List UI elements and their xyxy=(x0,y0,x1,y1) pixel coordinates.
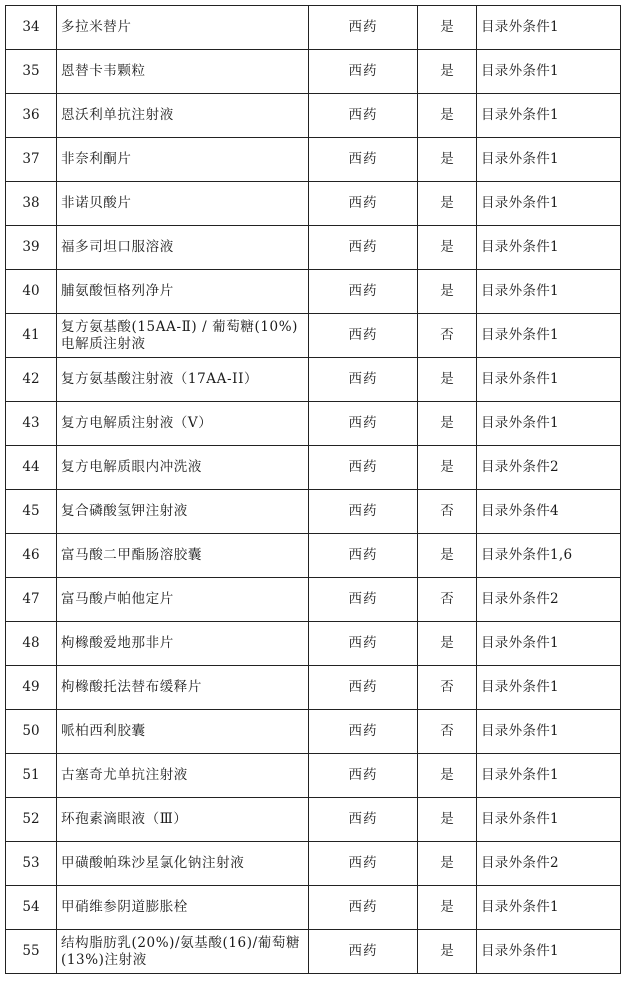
drug-type: 西药 xyxy=(309,94,418,138)
table-row xyxy=(6,710,621,754)
condition-value: 目录外条件1 xyxy=(477,402,621,446)
condition-value: 目录外条件1 xyxy=(477,50,621,94)
flag-value: 否 xyxy=(418,666,477,710)
table-row xyxy=(6,446,621,490)
row-number: 49 xyxy=(6,666,57,710)
condition-value: 目录外条件1 xyxy=(477,270,621,314)
condition-value: 目录外条件1 xyxy=(477,6,621,50)
table-row xyxy=(6,534,621,578)
flag-value: 是 xyxy=(418,798,477,842)
drug-type: 西药 xyxy=(309,578,418,622)
flag-value: 是 xyxy=(418,534,477,578)
table-row xyxy=(6,270,621,314)
condition-value: 目录外条件2 xyxy=(477,578,621,622)
row-number: 38 xyxy=(6,182,57,226)
drug-type: 西药 xyxy=(309,490,418,534)
flag-value: 否 xyxy=(418,314,477,358)
row-number: 35 xyxy=(6,50,57,94)
condition-value: 目录外条件1 xyxy=(477,754,621,798)
table-row xyxy=(6,314,621,358)
table-row xyxy=(6,886,621,930)
row-number: 47 xyxy=(6,578,57,622)
drug-type: 西药 xyxy=(309,138,418,182)
flag-value: 是 xyxy=(418,182,477,226)
drug-name: 福多司坦口服溶液 xyxy=(57,226,309,270)
drug-type: 西药 xyxy=(309,842,418,886)
table-row xyxy=(6,798,621,842)
table-row xyxy=(6,666,621,710)
table-body xyxy=(6,6,621,974)
flag-value: 是 xyxy=(418,446,477,490)
table-row xyxy=(6,930,621,974)
row-number: 43 xyxy=(6,402,57,446)
drug-type: 西药 xyxy=(309,622,418,666)
drug-type: 西药 xyxy=(309,6,418,50)
table-row xyxy=(6,622,621,666)
drug-type: 西药 xyxy=(309,270,418,314)
drug-name: 复方电解质眼内冲洗液 xyxy=(57,446,309,490)
condition-value: 目录外条件1 xyxy=(477,886,621,930)
condition-value: 目录外条件4 xyxy=(477,490,621,534)
flag-value: 是 xyxy=(418,930,477,974)
drug-name: 复合磷酸氢钾注射液 xyxy=(57,490,309,534)
flag-value: 是 xyxy=(418,402,477,446)
drug-name: 多拉米替片 xyxy=(57,6,309,50)
row-number: 52 xyxy=(6,798,57,842)
table-row xyxy=(6,358,621,402)
drug-name: 枸橼酸托法替布缓释片 xyxy=(57,666,309,710)
row-number: 53 xyxy=(6,842,57,886)
drug-type: 西药 xyxy=(309,798,418,842)
drug-type: 西药 xyxy=(309,402,418,446)
row-number: 41 xyxy=(6,314,57,358)
condition-value: 目录外条件1 xyxy=(477,182,621,226)
flag-value: 否 xyxy=(418,490,477,534)
row-number: 46 xyxy=(6,534,57,578)
drug-type: 西药 xyxy=(309,314,418,358)
drug-name: 脯氨酸恒格列净片 xyxy=(57,270,309,314)
table-row xyxy=(6,94,621,138)
condition-value: 目录外条件2 xyxy=(477,446,621,490)
row-number: 55 xyxy=(6,930,57,974)
drug-type: 西药 xyxy=(309,446,418,490)
table-row xyxy=(6,226,621,270)
row-number: 40 xyxy=(6,270,57,314)
flag-value: 是 xyxy=(418,6,477,50)
drug-name: 富马酸卢帕他定片 xyxy=(57,578,309,622)
drug-name: 环孢素滴眼液（Ⅲ） xyxy=(57,798,309,842)
flag-value: 是 xyxy=(418,138,477,182)
condition-value: 目录外条件1 xyxy=(477,666,621,710)
drug-type: 西药 xyxy=(309,50,418,94)
flag-value: 是 xyxy=(418,842,477,886)
flag-value: 否 xyxy=(418,578,477,622)
table-row xyxy=(6,50,621,94)
table-row xyxy=(6,6,621,50)
drug-name: 结构脂肪乳(20%)/氨基酸(16)/葡萄糖(13%)注射液 xyxy=(57,930,309,974)
drug-type: 西药 xyxy=(309,754,418,798)
drug-name: 恩沃利单抗注射液 xyxy=(57,94,309,138)
condition-value: 目录外条件1 xyxy=(477,622,621,666)
row-number: 44 xyxy=(6,446,57,490)
row-number: 37 xyxy=(6,138,57,182)
row-number: 51 xyxy=(6,754,57,798)
condition-value: 目录外条件1 xyxy=(477,226,621,270)
drug-type: 西药 xyxy=(309,666,418,710)
drug-name: 富马酸二甲酯肠溶胶囊 xyxy=(57,534,309,578)
drug-name: 甲硝维参阴道膨胀栓 xyxy=(57,886,309,930)
table-row xyxy=(6,754,621,798)
drug-name: 恩替卡韦颗粒 xyxy=(57,50,309,94)
flag-value: 是 xyxy=(418,622,477,666)
row-number: 39 xyxy=(6,226,57,270)
drug-name: 复方氨基酸(15AA-Ⅱ) / 葡萄糖(10%)电解质注射液 xyxy=(57,314,309,358)
drug-type: 西药 xyxy=(309,930,418,974)
drug-name: 非诺贝酸片 xyxy=(57,182,309,226)
flag-value: 是 xyxy=(418,226,477,270)
drug-list-table xyxy=(5,5,621,974)
drug-name: 哌柏西利胶囊 xyxy=(57,710,309,754)
drug-type: 西药 xyxy=(309,182,418,226)
flag-value: 否 xyxy=(418,710,477,754)
table-row xyxy=(6,138,621,182)
condition-value: 目录外条件1,6 xyxy=(477,534,621,578)
table-row xyxy=(6,490,621,534)
condition-value: 目录外条件1 xyxy=(477,358,621,402)
flag-value: 是 xyxy=(418,50,477,94)
row-number: 54 xyxy=(6,886,57,930)
flag-value: 是 xyxy=(418,754,477,798)
row-number: 42 xyxy=(6,358,57,402)
row-number: 45 xyxy=(6,490,57,534)
drug-name: 复方电解质注射液（Ⅴ） xyxy=(57,402,309,446)
drug-type: 西药 xyxy=(309,710,418,754)
flag-value: 是 xyxy=(418,270,477,314)
row-number: 48 xyxy=(6,622,57,666)
drug-type: 西药 xyxy=(309,358,418,402)
row-number: 34 xyxy=(6,6,57,50)
row-number: 50 xyxy=(6,710,57,754)
flag-value: 是 xyxy=(418,886,477,930)
condition-value: 目录外条件2 xyxy=(477,842,621,886)
condition-value: 目录外条件1 xyxy=(477,930,621,974)
condition-value: 目录外条件1 xyxy=(477,94,621,138)
table-row xyxy=(6,402,621,446)
condition-value: 目录外条件1 xyxy=(477,798,621,842)
drug-name: 复方氨基酸注射液（17AA-II） xyxy=(57,358,309,402)
row-number: 36 xyxy=(6,94,57,138)
drug-name: 古塞奇尤单抗注射液 xyxy=(57,754,309,798)
flag-value: 是 xyxy=(418,358,477,402)
drug-name: 甲磺酸帕珠沙星氯化钠注射液 xyxy=(57,842,309,886)
condition-value: 目录外条件1 xyxy=(477,710,621,754)
table-row xyxy=(6,842,621,886)
condition-value: 目录外条件1 xyxy=(477,138,621,182)
condition-value: 目录外条件1 xyxy=(477,314,621,358)
drug-name: 非奈利酮片 xyxy=(57,138,309,182)
flag-value: 是 xyxy=(418,94,477,138)
drug-type: 西药 xyxy=(309,886,418,930)
table-row xyxy=(6,182,621,226)
table-row xyxy=(6,578,621,622)
drug-type: 西药 xyxy=(309,226,418,270)
drug-type: 西药 xyxy=(309,534,418,578)
drug-name: 枸橼酸爱地那非片 xyxy=(57,622,309,666)
